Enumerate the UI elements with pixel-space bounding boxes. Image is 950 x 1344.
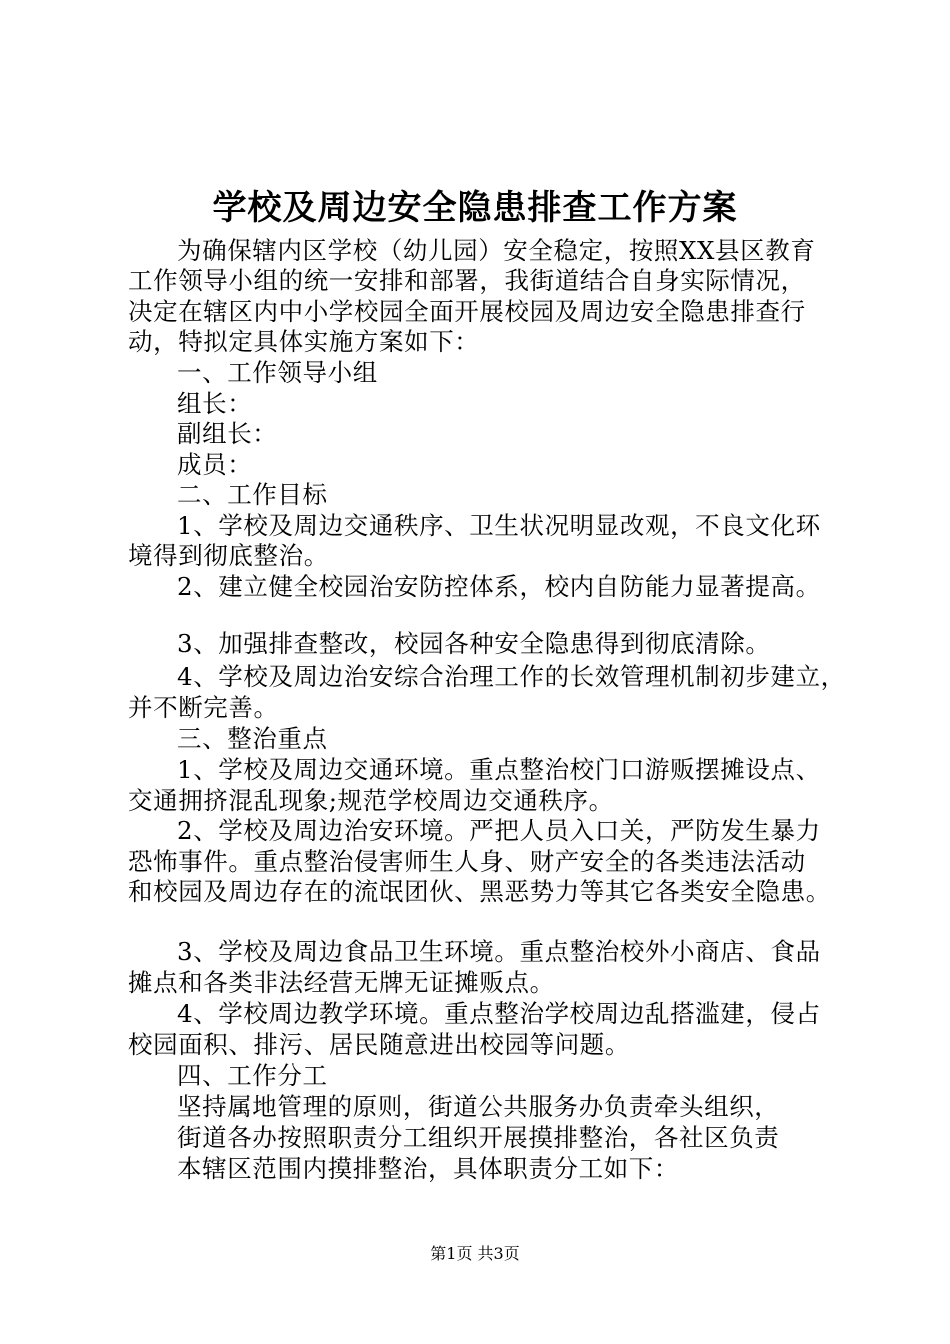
paragraph-line: 2、建立健全校园治安防控体系，校内自防能力显著提高。 — [177, 572, 821, 601]
paragraph-line: 3、加强排查整改，校园各种安全隐患得到彻底清除。 — [177, 629, 771, 658]
paragraph-line: 1、学校及周边交通秩序、卫生状况明显改观，不良文化环 — [177, 511, 821, 540]
section-heading: 三、整治重点 — [177, 724, 328, 753]
paragraph-line: 坚持属地管理的原则，街道公共服务办负责牵头组织， — [177, 1092, 780, 1121]
paragraph-line: 副组长： — [177, 419, 278, 448]
paragraph-line: 恐怖事件。重点整治侵害师生人身、财产安全的各类违法活动 — [128, 847, 806, 876]
page-number: 第1页 共3页 — [430, 1244, 520, 1263]
paragraph-line: 街道各办按照职责分工组织开展摸排整治，各社区负责 — [177, 1123, 780, 1152]
paragraph-line: 4、学校周边教学环境。重点整治学校周边乱搭滥建，侵占 — [177, 999, 821, 1028]
paragraph-line: 和校园及周边存在的流氓团伙、黑恶势力等其它各类安全隐患。 — [128, 877, 831, 906]
paragraph-line: 工作领导小组的统一安排和部署，我街道结合自身实际情况， — [128, 266, 806, 295]
paragraph-line: 决定在辖区内中小学校园全面开展校园及周边安全隐患排查行 — [128, 297, 806, 326]
section-heading: 二、工作目标 — [177, 480, 328, 509]
paragraph-line: 本辖区范围内摸排整治，具体职责分工如下： — [177, 1154, 679, 1183]
paragraph-line: 境得到彻底整治。 — [128, 541, 329, 570]
paragraph-line: 校园面积、排污、居民随意进出校园等问题。 — [128, 1030, 630, 1059]
paragraph-line: 并不断完善。 — [128, 693, 279, 722]
paragraph-line: 1、学校及周边交通环境。重点整治校门口游贩摆摊设点、 — [177, 755, 821, 784]
paragraph-line: 3、学校及周边食品卫生环境。重点整治校外小商店、食品 — [177, 937, 821, 966]
paragraph-line: 组长： — [177, 389, 253, 418]
paragraph-line: 摊点和各类非法经营无牌无证摊贩点。 — [128, 968, 555, 997]
paragraph-line: 交通拥挤混乱现象;规范学校周边交通秩序。 — [128, 786, 614, 815]
document-title: 学校及周边安全隐患排查工作方案 — [212, 188, 738, 228]
paragraph-line: 为确保辖内区学校（幼儿园）安全稳定，按照XX县区教育 — [177, 236, 816, 265]
paragraph-line: 动，特拟定具体实施方案如下： — [128, 327, 480, 356]
paragraph-line: 成员： — [177, 450, 253, 479]
paragraph-line: 2、学校及周边治安环境。严把人员入口关，严防发生暴力 — [177, 816, 821, 845]
section-heading: 四、工作分工 — [177, 1061, 328, 1090]
section-heading: 一、工作领导小组 — [177, 358, 378, 387]
paragraph-line: 4、学校及周边治安综合治理工作的长效管理机制初步建立， — [177, 662, 846, 691]
